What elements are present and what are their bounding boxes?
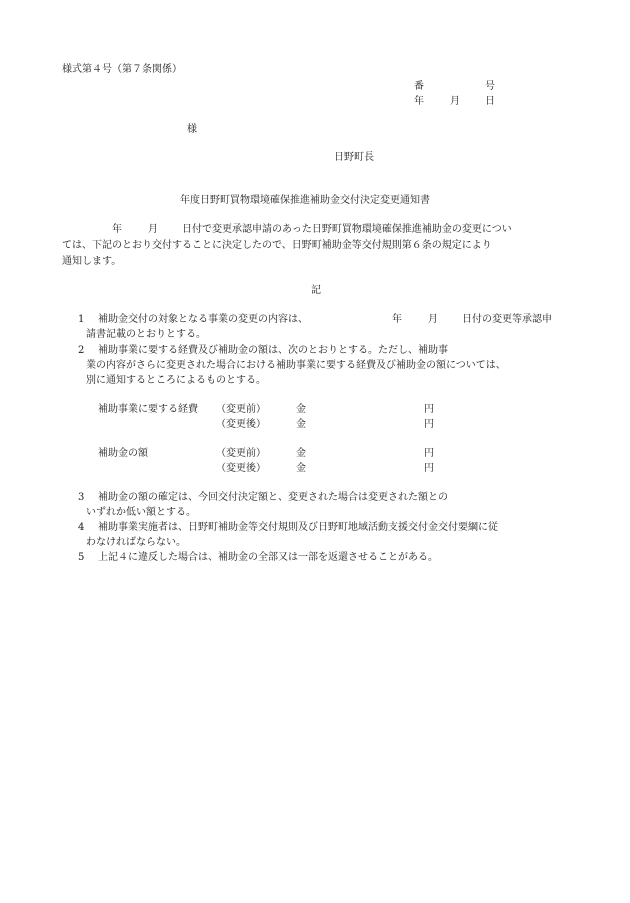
- item-1-year: 年: [392, 314, 402, 325]
- expense-before-label: （変更前）: [216, 404, 266, 415]
- issuer-name: 日野町長: [334, 152, 374, 163]
- item-1-number: 1: [78, 314, 85, 325]
- item-5-line-1: 上記４に違反した場合は、補助金の全部又は一部を返還させることがある。: [98, 552, 438, 563]
- subsidy-before-yen: 円: [424, 448, 434, 459]
- item-1-text-a: 補助金交付の対象となる事業の変更の内容は、: [98, 314, 308, 325]
- number-label-go: 号: [485, 81, 495, 92]
- subsidy-after-label: （変更後）: [216, 463, 266, 474]
- subsidy-before-kin: 金: [296, 448, 306, 459]
- body-year-label: 年: [112, 224, 122, 235]
- addressee-suffix: 様: [187, 124, 197, 135]
- body-month-label: 月: [148, 224, 158, 235]
- expense-after-yen: 円: [424, 419, 434, 430]
- item-2-line-2: 業の内容がさらに変更された場合における補助事業に要する経費及び補助金の額については、: [86, 360, 506, 371]
- item-3-line-1: 補助金の額の確定は、今回交付決定額と、変更された場合は変更された額との: [98, 492, 448, 503]
- ki-heading: 記: [311, 285, 321, 296]
- item-4-line-2: わなければならない。: [86, 537, 186, 548]
- document-title: 年度日野町買物環境確保推進補助金交付決定変更通知書: [180, 195, 430, 206]
- date-month-label: 月: [450, 96, 460, 107]
- subsidy-after-kin: 金: [296, 463, 306, 474]
- body-line-3: 通知します。: [62, 256, 122, 267]
- expense-label: 補助事業に要する経費: [98, 404, 198, 415]
- subsidy-label: 補助金の額: [98, 448, 148, 459]
- date-day-label: 日: [485, 96, 495, 107]
- number-label-ban: 番: [414, 81, 424, 92]
- item-4-number: 4: [78, 522, 85, 533]
- item-3-number: 3: [78, 492, 85, 503]
- expense-after-kin: 金: [296, 419, 306, 430]
- form-label: 様式第４号（第７条関係）: [62, 64, 182, 75]
- expense-before-kin: 金: [296, 404, 306, 415]
- item-2-line-3: 別に通知するところによるものとする。: [86, 375, 266, 386]
- item-1-month: 月: [428, 314, 438, 325]
- body-line-1: 日付で変更承認申請のあった日野町買物環境確保推進補助金の変更につい: [182, 224, 512, 235]
- subsidy-after-yen: 円: [424, 463, 434, 474]
- body-line-2: ては、下記のとおり交付することに決定したので、日野町補助金等交付規則第６条の規定により: [62, 240, 492, 251]
- item-3-line-2: いずれか低い額とする。: [86, 507, 196, 518]
- item-1-continuation: 請書記載のとおりとする。: [86, 329, 206, 340]
- expense-before-yen: 円: [424, 404, 434, 415]
- item-5-number: 5: [78, 552, 85, 563]
- item-1-text-b: 日付の変更等承認申: [462, 314, 552, 325]
- item-2-number: 2: [78, 345, 85, 356]
- item-2-line-1: 補助事業に要する経費及び補助金の額は、次のとおりとする。ただし、補助事: [98, 345, 448, 356]
- expense-after-label: （変更後）: [216, 419, 266, 430]
- date-year-label: 年: [414, 96, 424, 107]
- subsidy-before-label: （変更前）: [216, 448, 266, 459]
- item-4-line-1: 補助事業実施者は、日野町補助金等交付規則及び日野町地域活動支援交付金交付要綱に従: [98, 522, 498, 533]
